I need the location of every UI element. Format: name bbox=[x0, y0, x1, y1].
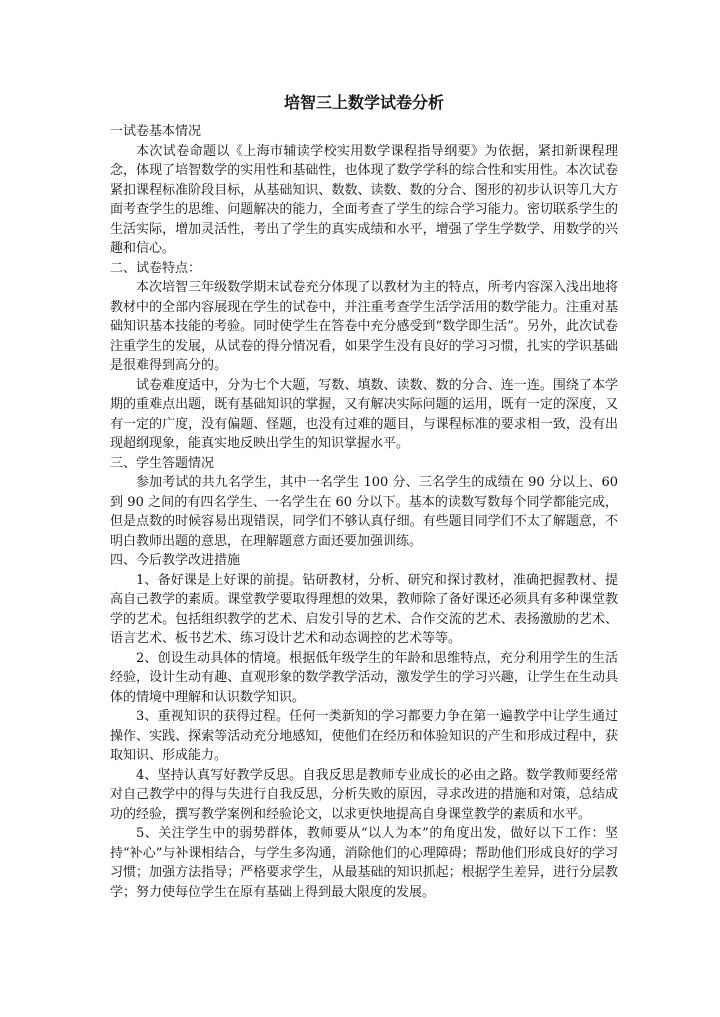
paragraph: 本次试卷命题以《上海市辅读学校实用数学课程指导纲要》为依据，紧扣新课程理念，体现了培智数学的实用性和基础性，也体现了数学学科的综合性和实用性。本次试卷紧扣课程标准阶段目标，从基础知识、数数、读数、数的分合、图形的初步认识等几大方面考查学生的思维、问题解决的能力，全面考查了学生的综合学习能力。密切联系学生的生活实际，增加灵活性，考出了学生的真实成绩和水平，增强了学生学数学、用数学的兴趣和信心。 bbox=[110, 143, 618, 256]
paragraph: 试卷难度适中，分为七个大题，写数、填数、读数、数的分合、连一连。围绕了本学期的重难点出题，既有基础知识的掌握，又有解决实际问题的运用，既有一定的深度，又有一定的广度，没有偏题、怪题，也没有过难的题目，与课程标准的要求相一致，没有出现超纲现象，能真实地反映出学生的知识掌握水平。 bbox=[110, 377, 618, 451]
section-basic-info bbox=[110, 122, 618, 259]
document-body bbox=[110, 92, 618, 902]
paragraph: 5、关注学生中的弱势群体，教师要从“以人为本”的角度出发，做好以下工作：坚持“补心”与补课相结合，与学生多沟通，消除他们的心理障碍；帮助他们形成良好的学习习惯；加强方法指导；严格要求学生，从最基础的知识抓起；根据学生差异，进行分层教学；努力使每位学生在原有基础上得到最大限度的发展。 bbox=[110, 826, 618, 900]
paragraph: 1、备好课是上好课的前提。钻研教材，分析、研究和探讨教材，准确把握教材、提高自己教学的素质。课堂教学要取得理想的效果，教师除了备好课还必须具有多种课堂教学的艺术。包括组织教学的艺术、启发引导的艺术、合作交流的艺术、表扬激励的艺术、语言艺术、板书艺术、练习设计艺术和动态调控的艺术等等。 bbox=[110, 572, 618, 646]
section-student-answers bbox=[110, 454, 618, 552]
paragraph: 4、坚持认真写好教学反思。自我反思是教师专业成长的必由之路。数学教师要经常对自己教学中的得与失进行自我反思，分析失败的原因，寻求改进的措施和对策，总结成功的经验，撰写教学案例和经验论文，以求更快地提高自身课堂教学的素质和水平。 bbox=[110, 767, 618, 822]
paragraph: 3、重视知识的获得过程。任何一类新知的学习都要力争在第一遍教学中让学生通过操作、实践、探索等活动充分地感知，使他们在经历和体验知识的产生和形成过程中，获取知识、形成能力。 bbox=[110, 709, 618, 763]
section-heading: 四、今后教学改进措施 bbox=[110, 553, 241, 568]
section-heading: 二、试卷特点： bbox=[110, 260, 202, 276]
section-features bbox=[110, 259, 618, 454]
section-heading: 三、学生答题情况 bbox=[110, 455, 215, 471]
paragraph: 参加考试的共九名学生，其中一名学生 100 分、三名学生的成绩在 90 分以上、60 到 90 之间的有四名学生、一名学生在 60 分以下。基本的读数写数每个同学都能完成，但是点数的时候容易出现错误，同学们不够认真仔细。有些题目同学们不太了解题意，不明白教师出题的意思，在理解题意方面还要加强训练。 bbox=[110, 475, 618, 549]
section-heading: 一试卷基本情况 bbox=[110, 124, 202, 139]
paragraph: 本次培智三年级数学期末试卷充分体现了以教材为主的特点，所考内容深入浅出地将教材中的全部内容展现在学生的试卷中，并注重考查学生活学活用的数学能力。注重对基础知识基本技能的考验。同时使学生在答卷中充分感受到“数学即生活”。另外，此次试卷注重学生的发展，从试卷的得分情况看，如果学生没有良好的学习习惯，扎实的学识基础是很难得到高分的。 bbox=[110, 280, 618, 373]
paragraph: 2、创设生动具体的情境。根据低年级学生的年龄和思维特点，充分利用学生的生活经验，设计生动有趣、直观形象的数学教学活动，激发学生的学习兴趣，让学生在生动具体的情境中理解和认识数学知识。 bbox=[110, 650, 618, 705]
page-title: 培智三上数学试卷分析 bbox=[283, 93, 444, 112]
section-improvement-measures bbox=[110, 551, 618, 902]
